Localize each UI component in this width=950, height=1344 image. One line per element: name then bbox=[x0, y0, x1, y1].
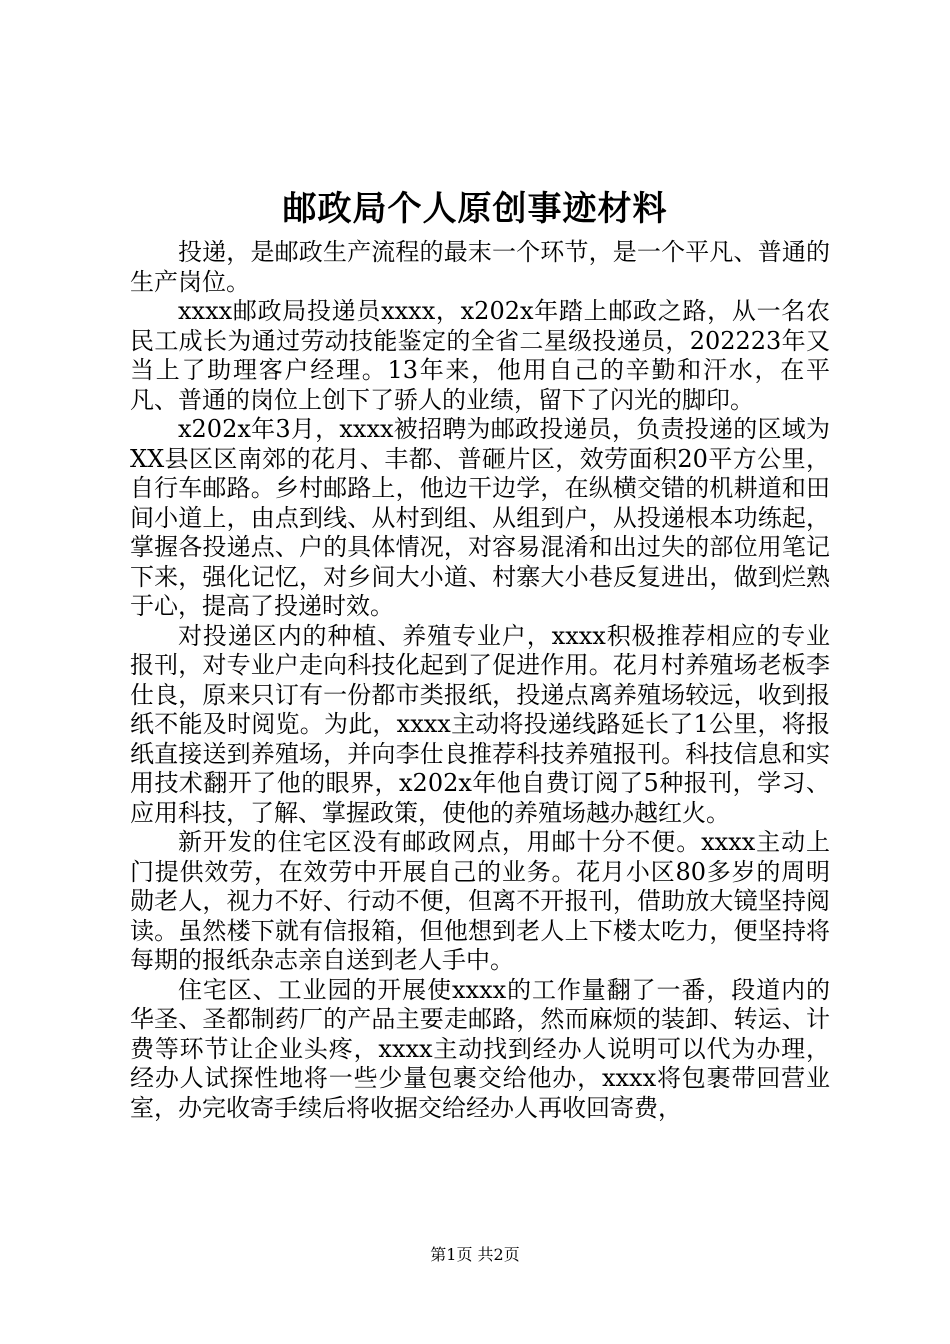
paragraph-3: x202x年3月，xxxx被招聘为邮政投递员，负责投递的区域为XX县区区南郊的花月、丰都、普砸片区，效劳面积20平方公里，自行车邮路。乡村邮路上，他边干边学，在纵横交错的机耕道和田间小道上，由点到线、从村到组、从组到户，从投递根本功练起，掌握各投递点、户的具体情况，对容易混淆和出过失的部位用笔记下来，强化记忆，对乡间大小道、村寨大小巷反复进出，做到烂熟于心，提高了投递时效。 bbox=[130, 415, 830, 620]
document-title: 邮政局个人原创事迹材料 bbox=[282, 189, 668, 229]
paragraph-6: 住宅区、工业园的开展使xxxx的工作量翻了一番，段道内的华圣、圣都制药厂的产品主要走邮路，然而麻烦的装卸、转运、计费等环节让企业头疼，xxxx主动找到经办人说明可以代为办理，经办人试探性地将一些少量包裹交给他办，xxxx将包裹带回营业室，办完收寄手续后将收据交给经办人再收回寄费， bbox=[130, 975, 830, 1122]
page-number-footer: 第1页 共2页 bbox=[430, 1245, 520, 1264]
document-body bbox=[130, 238, 830, 1123]
paragraph-1: 投递，是邮政生产流程的最末一个环节，是一个平凡、普通的生产岗位。 bbox=[130, 238, 830, 296]
paragraph-5: 新开发的住宅区没有邮政网点，用邮十分不便。xxxx主动上门提供效劳，在效劳中开展自己的业务。花月小区80多岁的周明勋老人，视力不好、行动不便，但离不开报刊，借助放大镜坚持阅读。虽然楼下就有信报箱，但他想到老人上下楼太吃力，便坚持将每期的报纸杂志亲自送到老人手中。 bbox=[130, 828, 830, 974]
paragraph-4: 对投递区内的种植、养殖专业户，xxxx积极推荐相应的专业报刊，对专业户走向科技化起到了促进作用。花月村养殖场老板李仕良，原来只订有一份都市类报纸，投递点离养殖场较远，收到报纸不能及时阅览。为此，xxxx主动将投递线路延长了1公里，将报纸直接送到养殖场，并向李仕良推荐科技养殖报刊。科技信息和实用技术翻开了他的眼界，x202x年他自费订阅了5种报刊，学习、应用科技，了解、掌握政策，使他的养殖场越办越红火。 bbox=[130, 621, 830, 827]
paragraph-2: xxxx邮政局投递员xxxx，x202x年踏上邮政之路，从一名农民工成长为通过劳动技能鉴定的全省二星级投递员，202223年又当上了助理客户经理。13年来，他用自己的辛勤和汗水，在平凡、普通的岗位上创下了骄人的业绩，留下了闪光的脚印。 bbox=[130, 297, 830, 414]
